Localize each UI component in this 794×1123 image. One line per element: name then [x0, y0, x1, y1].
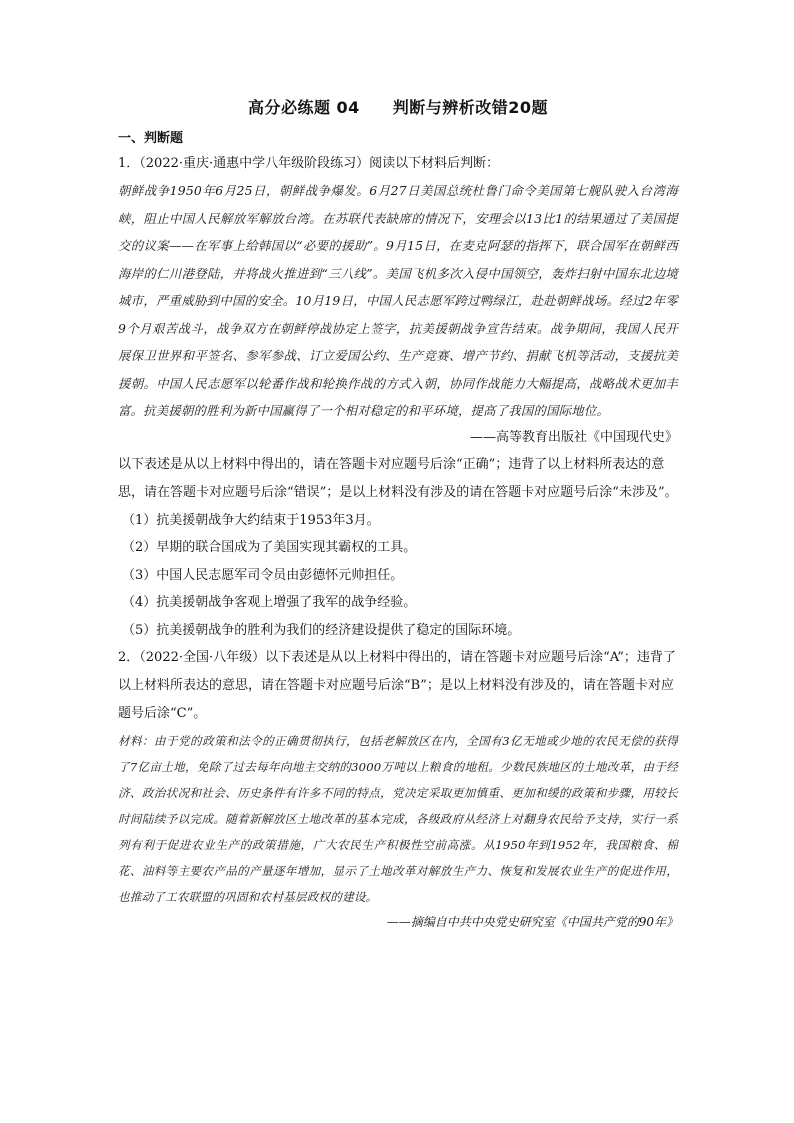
- list-item: （1）抗美援朝战争大约结束于1953年3月。: [122, 512, 380, 528]
- list-item: （2）早期的联合国成为了美国实现其霸权的工具。: [122, 540, 417, 555]
- question-1-material: 朝鲜战争1950年6月25日，朝鲜战争爆发。6月27日美国总统杜鲁门命令美国第七舰队驶入台湾海峡，阻止中国人民解放军解放台湾。在苏联代表缺席的情况下，安理会以13比1的结果通过了美国提交的议案——在军事上给韩国以“必要的援助”。9月15日，在麦克阿瑟的指挥下，联合国军在朝鲜西海岸的仁川港登陆，并将战火推进到“三八线”。美国飞机多次入侵中国领空，轰炸扫射中国东北边境城市，严重威胁到中国的安全。10月19日，中国人民志愿军跨过鸭绿江，赴赴朝鲜战场。经过2年零9个月艰苦战斗，战争双方在朝鲜停战协定上签字，抗美援朝战争宣告结束。战争期间，我国人民开展保卫世界和平签名、参军参战、订立爱国公约、生产竞赛、增产节约、捐献飞机等活动，支援抗美援朝。中国人民志愿军以轮番作战和轮换作战的方式入朝，协同作战能力大幅提高，战略战术更加丰富。抗美援朝的胜利为新中国赢得了一个相对稳定的和平环境，提高了我国的国际地位。: [118, 183, 678, 418]
- page-title: 高分必练题 04 判断与辨析改错20题: [247, 98, 549, 117]
- question-1-instruction: 以下表述是从以上材料中得出的，请在答题卡对应题号后涂“正确”；违背了以上材料所表达的意思，请在答题卡对应题号后涂“错误”；是以上材料没有涉及的请在答题卡对应题号后涂“未涉及”。: [118, 456, 678, 500]
- question-1: [118, 150, 678, 644]
- section-heading: 一、判断题: [118, 131, 184, 146]
- question-2: [118, 644, 678, 934]
- question-1-source: ——高等教育出版社《中国现代史》: [469, 429, 678, 445]
- question-2-stem: 2．（2022·全国·八年级）以下表述是从以上材料中得出的，请在答题卡对应题号后涂“A”；违背了以上材料所表达的意思，请在答题卡对应题号后涂“B”；是以上材料没有涉及的，请在答题卡对应题号后涂“C”。: [118, 650, 676, 721]
- question-2-source: ——摘编自中共中央党史研究室《中国共产党的90年》: [386, 915, 678, 929]
- document-page: [118, 96, 678, 934]
- list-item: （5）抗美援朝战争的胜利为我们的经济建设提供了稳定的国际环境。: [122, 622, 521, 638]
- list-item: （4）抗美援朝战争客观上增强了我军的战争经验。: [122, 595, 417, 610]
- question-2-material: 材料：由于党的政策和法令的正确贯彻执行，包括老解放区在内，全国有3亿无地或少地的农民无偿的获得了7亿亩土地，免除了过去每年向地主交纳的3000万吨以上粮食的地租。少数民族地区的土地改革，由于经济、政治状况和社会、历史条件有许多不同的特点，党决定采取更加慎重、更加和缓的政策和步骤，用较长时间陆续予以完成。随着新解放区土地改革的基本完成，各级政府从经济上对翻身农民给予支持，实行一系列有利于促进农业生产的政策措施，广大农民生产积极性空前高涨。从1950年到1952年，我国粮食、棉花、油料等主要农产品的产量逐年增加，显示了土地改革对解放生产力、恢复和发展农业生产的促进作用，也推动了工农联盟的巩固和农村基层政权的建设。: [118, 734, 678, 904]
- question-1-items: [118, 507, 678, 645]
- list-item: （3）中国人民志愿军司令员由彭德怀元帅担任。: [122, 567, 404, 583]
- question-1-stem: 1．（2022·重庆·通惠中学八年级阶段练习）阅读以下材料后判断：: [118, 156, 500, 171]
